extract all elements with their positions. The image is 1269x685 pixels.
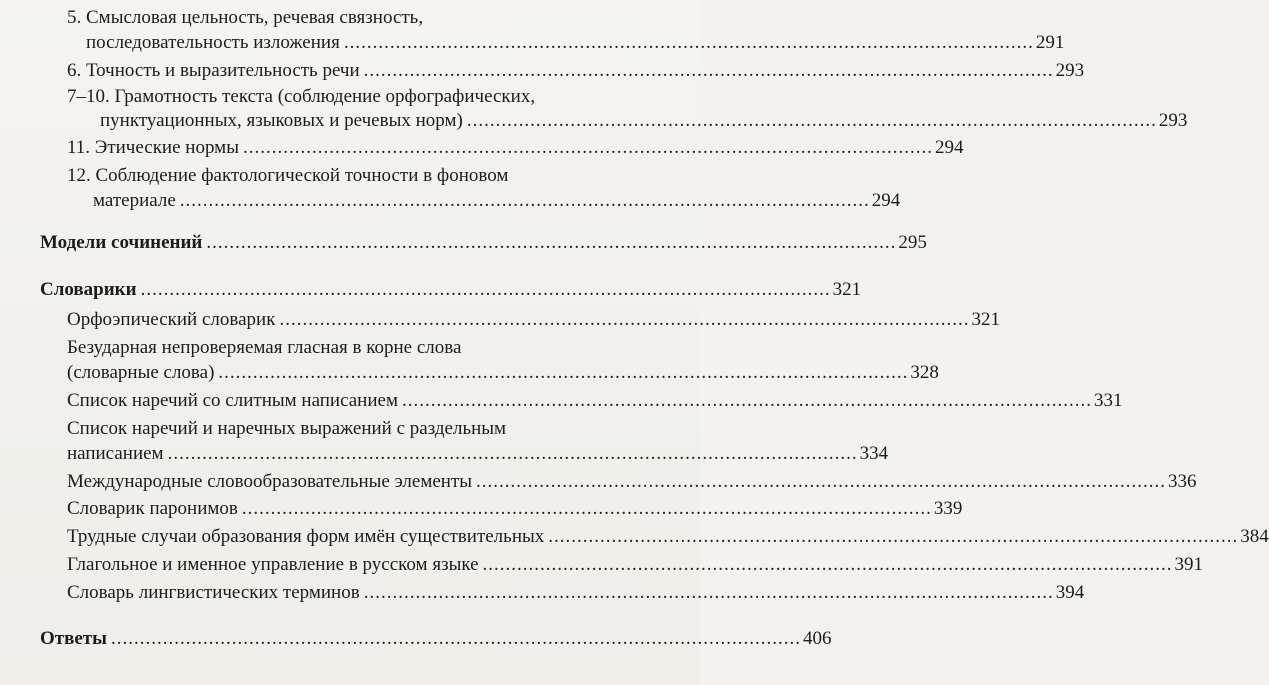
toc-section-dictionaries-page: 321: [832, 279, 862, 300]
toc-item-adverbs-separate-label: написанием: [67, 443, 164, 464]
toc-item-orthoepic: [67, 309, 1000, 331]
dot-leader: ........................................................................................................................: [206, 232, 897, 253]
toc-item-paronyms: [67, 498, 963, 520]
toc-item-paronyms-label: Словарик паронимов: [67, 498, 238, 519]
dot-leader: ........................................................................................................................: [343, 32, 1034, 53]
toc-section-models-page: 295: [898, 232, 927, 253]
toc-item-11-page: 294: [934, 137, 964, 158]
toc-item-international-page: 336: [1168, 471, 1197, 492]
dot-leader: ........................................................................................................................: [482, 554, 1173, 575]
toc-item-adverbs-joined: [67, 390, 1123, 412]
toc-item-5-line1: 5. Смысловая цельность, речевая связность,: [67, 7, 424, 28]
toc-item-adverbs-joined-label: Список наречий со слитным написанием: [67, 390, 398, 411]
toc-section-models-label: Модели сочинений: [40, 232, 203, 253]
toc-section-dictionaries-label: Словарики: [40, 279, 137, 300]
toc-item-7-10-line1: 7–10. Грамотность текста (соблюдение орфографических,: [67, 86, 536, 107]
dot-leader: ........................................................................................................................: [548, 526, 1239, 547]
toc-item-orthoepic-page: 321: [971, 309, 1000, 330]
dot-leader: ........................................................................................................................: [363, 60, 1054, 81]
toc-item-5: [86, 32, 1065, 54]
toc-item-orthoepic-label: Орфоэпический словарик: [67, 309, 276, 330]
toc-item-terms-page: 394: [1055, 582, 1085, 603]
toc-item-adverbs-separate-page: 334: [859, 443, 889, 464]
dot-leader: ........................................................................................................................: [466, 110, 1157, 131]
toc-item-11-label: 11. Этические нормы: [67, 137, 239, 158]
toc-item-paronyms-page: 339: [933, 498, 963, 519]
toc-section-dictionaries: [40, 279, 862, 301]
dot-leader: ........................................................................................................................: [242, 137, 933, 158]
dot-leader: ........................................................................................................................: [110, 628, 801, 649]
toc-section-models: [40, 232, 927, 254]
toc-item-adverbs-separate-line1: Список наречий и наречных выражений с раздельным: [67, 418, 507, 439]
toc-item-7-10-label: пунктуационных, языковых и речевых норм): [100, 110, 463, 131]
dot-leader: ........................................................................................................................: [476, 471, 1167, 492]
toc-item-noun-forms-page: 384: [1240, 526, 1269, 547]
toc-item-5-label: последовательность изложения: [86, 32, 340, 53]
toc-item-5-page: 291: [1035, 32, 1065, 53]
toc-item-international-label: Международные словообразовательные элементы: [67, 471, 473, 492]
toc-item-7-10: [100, 110, 1188, 132]
toc-item-7-10-page: 293: [1158, 110, 1188, 131]
toc-section-answers-label: Ответы: [40, 628, 107, 649]
dot-leader: ........................................................................................................................: [179, 190, 870, 211]
toc-item-noun-forms: [67, 526, 1269, 548]
toc-item-government: [67, 554, 1204, 576]
toc-item-unstressed-label: (словарные слова): [67, 362, 215, 383]
dot-leader: ........................................................................................................................: [401, 390, 1092, 411]
toc-item-adverbs-separate: [67, 443, 889, 465]
toc-item-government-label: Глагольное и именное управление в русском языке: [67, 554, 479, 575]
toc-item-12-label: материале: [93, 190, 176, 211]
dot-leader: ........................................................................................................................: [279, 309, 970, 330]
toc-item-unstressed-page: 328: [910, 362, 939, 383]
toc-section-answers: [40, 628, 832, 650]
toc-item-unstressed: [67, 362, 939, 384]
toc-item-terms: [67, 582, 1085, 604]
toc-item-adverbs-joined-page: 331: [1093, 390, 1123, 411]
dot-leader: ........................................................................................................................: [363, 582, 1054, 603]
toc-item-12-page: 294: [871, 190, 901, 211]
dot-leader: ........................................................................................................................: [241, 498, 932, 519]
toc-item-11: [67, 137, 964, 159]
dot-leader: ........................................................................................................................: [167, 443, 858, 464]
toc-item-12-line1: 12. Соблюдение фактологической точности в фоновом: [67, 165, 509, 186]
toc-item-international: [67, 471, 1197, 493]
toc-section-answers-page: 406: [802, 628, 832, 649]
toc-item-noun-forms-label: Трудные случаи образования форм имён существительных: [67, 526, 545, 547]
toc-item-6: [67, 60, 1085, 82]
toc-item-12: [93, 190, 901, 212]
toc-item-terms-label: Словарь лингвистических терминов: [67, 582, 360, 603]
toc-item-government-page: 391: [1174, 554, 1204, 575]
dot-leader: ........................................................................................................................: [218, 362, 909, 383]
dot-leader: ........................................................................................................................: [140, 279, 831, 300]
toc-item-6-page: 293: [1055, 60, 1085, 81]
toc-item-unstressed-line1: Безударная непроверяемая гласная в корне слова: [67, 337, 462, 358]
toc-item-6-label: 6. Точность и выразительность речи: [67, 60, 360, 81]
